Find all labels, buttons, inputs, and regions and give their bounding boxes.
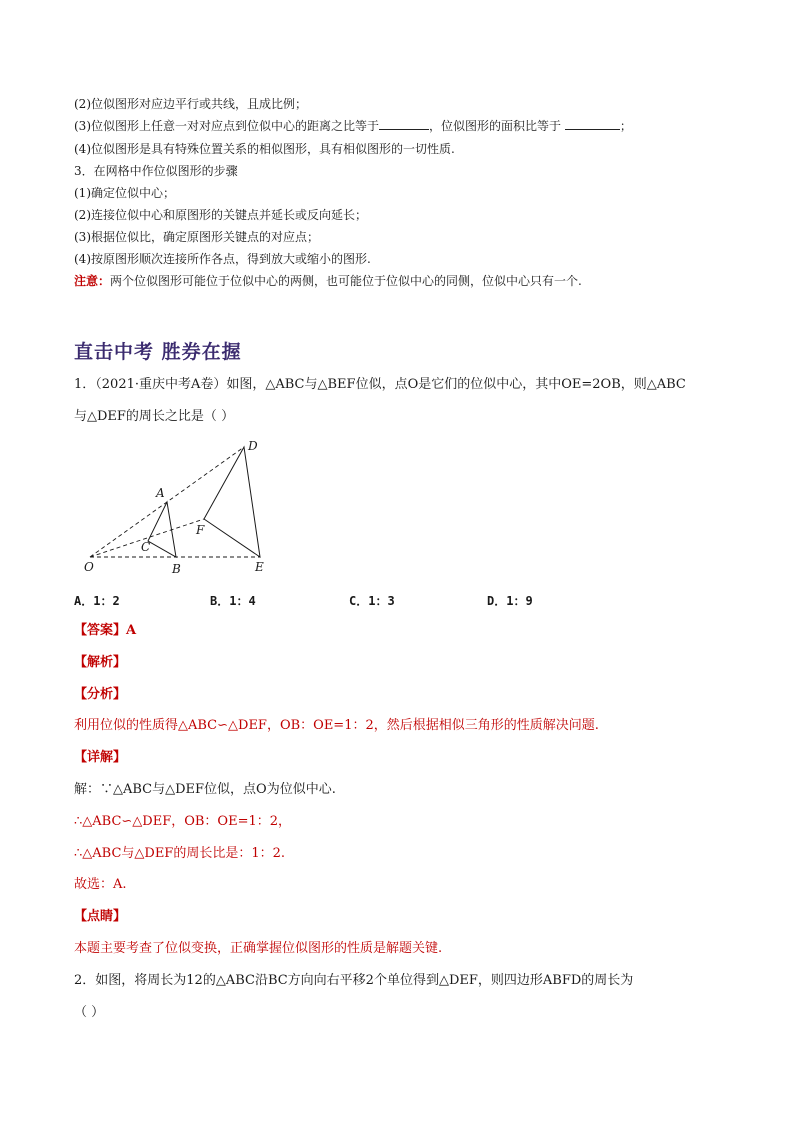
label-F: F (196, 523, 205, 537)
answer-label: 【答案】 (74, 623, 127, 638)
property-3: (3)位似图形上任意一对对应点到位似中心的距离之比等于 ，位似图形的面积比等于 ； (74, 119, 632, 133)
q1-stem-line2: 与△DEF的周长之比是（ ） (74, 409, 235, 424)
answer-blank-2[interactable] (565, 118, 620, 130)
label-D: D (248, 439, 258, 453)
note (74, 273, 582, 289)
analysis-label: 【解析】 (74, 655, 127, 670)
steps-title: 3．在网格中作位似图形的步骤 (74, 164, 238, 178)
note-label: 注意： (74, 274, 111, 288)
detail-line-4: 故选：A. (74, 877, 127, 892)
q2-stem-line1: 2．如图，将周长为12的△ABC沿BC方向向右平移2个单位得到△DEF，则四边形ABFD的周长为 (74, 973, 634, 988)
triangle-def (204, 447, 260, 557)
step-3: (3)根据位似比，确定原图形关键点的对应点； (74, 230, 319, 244)
q2-stem-line2: （ ） (74, 1005, 105, 1020)
detail-line-1: 解：∵△ABC与△DEF位似，点O为位似中心. (74, 782, 336, 797)
step-2: (2)连接位似中心和原图形的关键点并延长或反向延长； (74, 208, 368, 222)
section-title: 直击中考 胜券在握 (74, 341, 242, 363)
label-O: O (84, 560, 94, 574)
label-B: B (172, 562, 181, 576)
label-E: E (255, 560, 264, 574)
q1-stem-line1: 1．（2021·重庆中考A卷）如图，△ABC与△BEF位似，点O是它们的位似中心，其中OE=2OB，则△ABC (74, 377, 686, 392)
answer-blank-1[interactable] (379, 118, 429, 130)
step-1: (1)确定位似中心； (74, 186, 175, 200)
note-text: 两个位似图形可能位于位似中心的两侧，也可能位于位似中心的同侧，位似中心只有一个. (110, 274, 582, 288)
answer-line (74, 622, 136, 640)
detail-line-3: ∴△ABC与△DEF的周长比是：1：2. (74, 846, 286, 861)
label-C: C (141, 540, 151, 554)
fenxi-label: 【分析】 (74, 687, 127, 702)
triangle-abc (148, 502, 176, 557)
option-b[interactable]: B．1：4 (210, 594, 256, 608)
step-4: (4)按原图形顺次连接所作各点，得到放大或缩小的图形. (74, 252, 371, 266)
option-d[interactable]: D．1：9 (487, 594, 533, 608)
label-A: A (156, 486, 165, 500)
answer-value: A (126, 623, 137, 638)
option-a[interactable]: A．1：2 (74, 594, 120, 608)
q1-figure (74, 430, 294, 580)
comment-text: 本题主要考查了位似变换，正确掌握位似图形的性质是解题关键. (74, 941, 443, 956)
fenxi-text: 利用位似的性质得△ABC∽△DEF，OB：OE=1：2，然后根据相似三角形的性质解决问题. (74, 718, 599, 733)
property-2: (2)位似图形对应边平行或共线，且成比例； (74, 97, 307, 111)
detail-label: 【详解】 (74, 750, 127, 765)
comment-label: 【点睛】 (74, 909, 127, 924)
option-c[interactable]: C．1：3 (349, 594, 395, 608)
detail-line-2: ∴△ABC∽△DEF，OB：OE=1：2， (74, 814, 292, 829)
property-4: (4)位似图形是具有特殊位置关系的相似图形，具有相似图形的一切性质. (74, 142, 455, 156)
